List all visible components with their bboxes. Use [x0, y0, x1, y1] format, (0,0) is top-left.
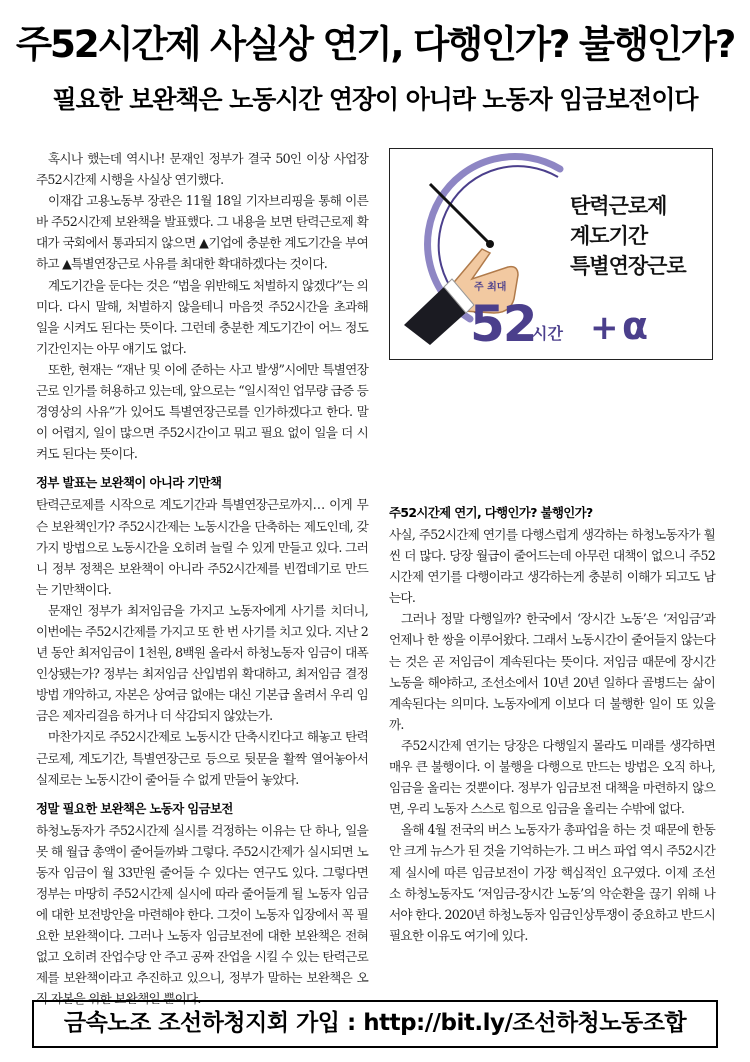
page-title: 주52시간제 사실상 연기, 다행인가? 불행인가? [15, 22, 735, 66]
deception-paragraph-3: 마찬가지로 주52시간제로 노동시간 단축시킨다고 해놓고 탄력근로제, 계도기간, 특별연장근로 등으로 뒷문을 활짝 열어놓아서 실제로는 노동시간이 줄어들 수 없게 만들어 놓았다. [36, 729, 368, 787]
graphic-line-guidance-period: 계도기간 [570, 224, 648, 248]
section-heading-wage-guarantee: 정말 필요한 보완책은 노동자 임금보전 [36, 800, 233, 816]
graphic-line-flex-work: 탄력근로제 [570, 194, 667, 218]
illustration-box [389, 148, 713, 360]
right-column [389, 373, 715, 946]
clock-center [486, 240, 494, 248]
graphic-line-special-overtime: 특별연장근로 [570, 254, 686, 278]
graphic-small-label: 주 최대 [474, 282, 507, 293]
intro-paragraph-4: 또한, 현재는 “재난 및 이에 준하는 사고 발생”시에만 특별연장근로 인가를 허용하고 있는데, 앞으로는 “일시적인 업무량 급증 등 경영상의 사유”가 있어도 특별연장근로를 인가하겠다고 한다. 말이 어렵지, 일이 많으면 주52시간이고 뭐고 필요 없이 일을 더 시켜도 된다는 뜻이다. [36, 361, 368, 462]
wage-guarantee-paragraph: 하청노동자가 주52시간제 실시를 걱정하는 이유는 단 하나, 일을 못 해 월급 총액이 줄어들까봐 그렇다. 주52시간제가 실시되면 노동자 임금이 월 33만원 줄어들 수 있다는 연구도 있다. 그렇다면 정부는 마땅히 주52시간제 실시에 따라 줄어들게 될 노동자 임금에 대한 보전방안을 마련해야 한다. 그것이 노동자 입장에서 꼭 필요한 보완책이다. 그러나 노동자 임금보전에 대한 보완책은 전혀 없고 오히려 잔업수당 안 주고 공짜 잔업을 시킬 수 있는 탄력근로제를 보완책이라고 추진하고 있으니, 정부가 말하는 보완책은 오직 자본을 위한 보완책일 뿐이다. [36, 822, 368, 1007]
intro-paragraph-2: 이재갑 고용노동부 장관은 11월 18일 기자브리핑을 통해 이른바 주52시간제 보완책을 발표했다. 그 내용을 보면 탄력근로제 확대가 국회에서 통과되지 않으면 ▲기업에 충분한 계도기간을 부여하고 ▲특별연장근로 사유를 최대한 확대하겠다는 것이다. [36, 193, 368, 272]
section-heading-fortune: 주52시간제 연기, 다행인가? 불행인가? [389, 505, 593, 520]
intro-paragraph-3: 계도기간을 둔다는 것은 “법을 위반해도 처벌하지 않겠다”는 의미다. 다시 말해, 처벌하지 않을테니 마음껏 주52시간을 초과해 일을 시켜도 된다는 뜻이다. 그런데 충분한 계도기간이 어느 정도 기간인지는 아무 얘기도 없다. [36, 277, 368, 356]
page-subtitle: 필요한 보완책은 노동시간 연장이 아니라 노동자 임금보전이다 [52, 85, 698, 114]
section-heading-deception: 정부 발표는 보완책이 아니라 기만책 [36, 475, 222, 491]
fortune-paragraph-2: 그러나 정말 다행일까? 한국에서 ‘장시간 노동’은 ‘저임금’과 언제나 한 쌍을 이루어왔다. 그래서 노동시간이 줄어들지 않는다는 것은 곧 저임금이 계속된다는 뜻이다. 저임금 때문에 장시간 노동을 해야하고, 조선소에서 10년 20년 일하다 골병드는 삶이 계속된다는 의미다. 노동자에게 이보다 더 불행한 일이 또 있을까. [389, 611, 715, 732]
fortune-paragraph-3: 주52시간제 연기는 당장은 다행일지 몰라도 미래를 생각하면 매우 큰 불행이다. 이 불행을 다행으로 만드는 방법은 오직 하나, 임금을 올리는 것뿐이다. 정부가 임금보전 대책을 마련하지 않으면, 우리 노동자 스스로 힘으로 임금을 올리는 수밖에 없다. [389, 737, 715, 817]
graphic-unit-hours: 시간 [532, 324, 563, 343]
left-column [36, 148, 368, 1010]
intro-paragraph-1: 혹시나 했는데 역시나! 문재인 정부가 결국 50인 이상 사업장 주52시간제 시행을 사실상 연기했다. [36, 151, 368, 188]
deception-paragraph-1: 탄력근로제를 시작으로 계도기간과 특별연장근로까지… 이게 무슨 보완책인가? 주52시간제는 노동시간을 단축하는 제도인데, 갖가지 방법으로 노동시간을 오히려 늘릴 수 있게 만들고 있다. 그러니 정부 정책은 보완책이 아니라 주52시간제를 빈껍데기로 만드는 기만책이다. [36, 497, 368, 597]
graphic-number-52: 52 [470, 295, 536, 353]
clock-hand-illustration [390, 149, 711, 358]
fortune-paragraph-1: 사실, 주52시간제 연기를 다행스럽게 생각하는 하청노동자가 훨씬 더 많다. 당장 월급이 줄어드는데 아무런 대책이 없으니 주52시간제 연기를 다행이라고 생각하는게 충분히 이해가 되고도 남는다. [389, 527, 715, 606]
join-union-footer: 금속노조 조선하청지회 가입 : http://bit.ly/조선하청노동조합 [32, 1000, 718, 1048]
deception-paragraph-2: 문재인 정부가 최저임금을 가지고 노동자에게 사기를 치더니, 이번에는 주52시간제를 가지고 또 한 번 사기를 치고 있다. 지난 2년 동안 최저임금이 1천원, 8백원 올라서 하청노동자 임금이 대폭 인상됐는가? 정부는 최저임금 산입범위 확대하고, 최저임금 결정방법 개악하고, 자본은 상여금 없애는 대신 기본급 올려서 우리 임금은 제자리걸음 하거나 더 삭감되지 않았는가. [36, 602, 368, 724]
fortune-paragraph-4: 올해 4월 전국의 버스 노동자가 총파업을 하는 것 때문에 한동안 크게 뉴스가 된 것을 기억하는가. 그 버스 파업 역시 주52시간제 실시에 따른 임금보전이 가장 핵심적인 요구였다. 이제 조선소 하청노동자도 ‘저임금-장시간 노동’의 악순환을 끊기 위해 나서야 한다. 2020년 하청노동자 임금인상투쟁이 중요하고 반드시 필요한 이유도 여기에 있다. [389, 822, 715, 943]
graphic-alpha-symbol: α [622, 304, 649, 348]
graphic-plus-sign: + [590, 308, 619, 348]
